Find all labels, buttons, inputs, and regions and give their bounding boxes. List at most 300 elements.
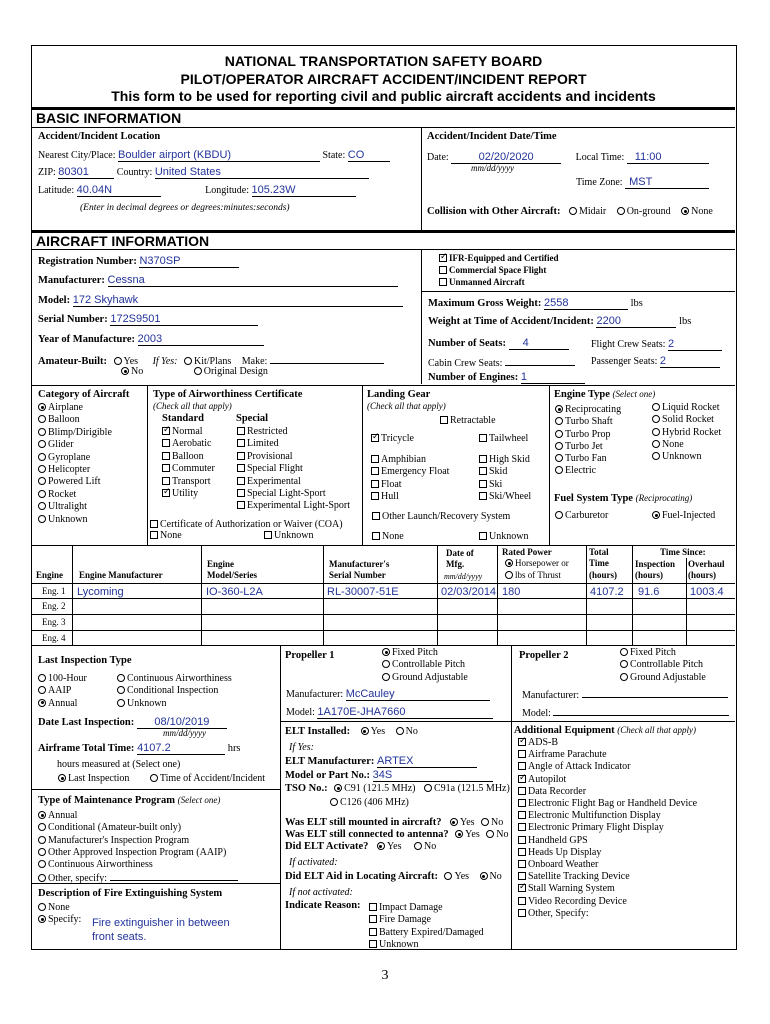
- std-normal-checkbox[interactable]: [162, 427, 170, 435]
- maintenance-annual-radio[interactable]: [38, 811, 46, 819]
- spc-checkbox[interactable]: [237, 427, 245, 435]
- gear-col1: Amphibian Emergency Float Float Hull: [371, 454, 449, 503]
- prop2-radio[interactable]: [620, 660, 628, 668]
- spc-checkbox[interactable]: [237, 452, 245, 460]
- elt-activate-yes-radio[interactable]: [377, 842, 385, 850]
- coa-checkbox[interactable]: [150, 520, 158, 528]
- collision-row: Collision with Other Aircraft: Midair On-ground None: [427, 206, 713, 217]
- maintenance-radio[interactable]: [38, 860, 46, 868]
- last-inspection-radio[interactable]: [58, 774, 66, 782]
- year-field[interactable]: 2003: [138, 333, 264, 346]
- gear-unknown-checkbox[interactable]: [479, 532, 487, 540]
- inspection-date-fmt: mm/dd/yyyy: [163, 728, 206, 738]
- engines-row: Number of Engines: 1: [428, 371, 585, 384]
- eng1-label: Eng. 1: [42, 586, 66, 596]
- reason-checkbox[interactable]: [369, 915, 377, 923]
- location-label: Accident/Incident Location: [38, 131, 161, 142]
- equipment-item: [518, 859, 697, 871]
- equipment-label: Autopilot: [528, 773, 567, 785]
- equipment-checkbox[interactable]: [518, 738, 526, 746]
- date-row: Date: 02/20/2020 Local Time: 11:00: [427, 151, 709, 164]
- elt-mounted-yes-radio[interactable]: [450, 818, 458, 826]
- cabin-crew-row: Cabin Crew Seats:: [428, 355, 575, 370]
- inspection-date-row: Date Last Inspection: 08/10/2019: [38, 716, 227, 729]
- date-field[interactable]: 02/20/2020: [451, 151, 561, 164]
- fire-specify-value-1[interactable]: Fire extinguisher in between: [92, 917, 230, 929]
- other-launch-checkbox[interactable]: [372, 512, 380, 520]
- gear-checkbox[interactable]: [479, 455, 487, 463]
- collision-none-radio[interactable]: [681, 207, 689, 215]
- engine-type-radio[interactable]: [555, 466, 563, 474]
- lat-row: Latitude: 40.04N Longitude: 105.23W: [38, 184, 356, 197]
- prop2-radio[interactable]: [620, 648, 628, 656]
- equipment-label: Other, Specify:: [528, 907, 589, 919]
- equipment-label: Electronic Primary Flight Display: [528, 822, 664, 834]
- equipment-checkbox[interactable]: [518, 823, 526, 831]
- equipment-label: Satellite Tracking Device: [528, 871, 630, 883]
- standard-list: ✓Normal Aerobatic Balloon Commuter Transport ✓Utility: [162, 426, 215, 500]
- carburetor-radio[interactable]: [555, 511, 563, 519]
- eng1-insp[interactable]: 91.6: [638, 586, 660, 598]
- form-title: PILOT/OPERATOR AIRCRAFT ACCIDENT/INCIDENT REPORT: [180, 71, 587, 87]
- category-radio[interactable]: [38, 502, 46, 510]
- fire-none-radio[interactable]: [38, 903, 46, 911]
- th-model-1: Engine Model/Series: [207, 559, 257, 580]
- prop2-heading: Propeller 2: [519, 650, 569, 661]
- prop2-mfr-field[interactable]: [582, 688, 728, 698]
- eng1-mfr[interactable]: Lycoming: [77, 586, 124, 598]
- eng1-total[interactable]: 4107.2: [590, 586, 624, 598]
- equipment-checkbox[interactable]: [518, 750, 526, 758]
- mgw-row: Maximum Gross Weight: 2558 lbs: [428, 297, 643, 309]
- eng1-date[interactable]: 02/03/2014: [441, 586, 497, 598]
- gear-checkbox[interactable]: [371, 467, 379, 475]
- maintenance-list: Annual Conditional (Amateur-built only) Manufacturer's Inspection Program Other Approved Inspection Program (AAIP) Continuous Airworthiness Other, specify:: [38, 810, 238, 886]
- space-row: Commercial Space Flight: [439, 265, 546, 276]
- th-ovh: Overhaul (hours): [688, 559, 725, 580]
- inspection-radio[interactable]: [117, 686, 125, 694]
- original-design-radio[interactable]: [194, 367, 202, 375]
- equipment-item: [518, 871, 697, 883]
- elt-ifyes: If Yes:: [289, 742, 314, 753]
- registration-row: Registration Number: N370SP: [38, 255, 239, 268]
- category-radio[interactable]: [38, 428, 46, 436]
- elt-mounted-row: Was ELT still mounted in aircraft? Yes No: [285, 817, 504, 828]
- inspection-col2: Continuous Airworthiness Conditional Inspection Unknown: [117, 673, 232, 710]
- prop2-mfr-row: Manufacturer:: [522, 688, 728, 702]
- state-field[interactable]: CO: [348, 149, 390, 162]
- category-radio[interactable]: [38, 465, 46, 473]
- maintenance-radio[interactable]: [38, 848, 46, 856]
- elt-activate-row: Did ELT Activate? Yes No: [285, 841, 437, 852]
- elt-connected-no-radio[interactable]: [486, 830, 494, 838]
- th-total: Total Time (hours): [589, 547, 618, 580]
- seats-row: Number of Seats: 4: [428, 337, 569, 350]
- equipment-checkbox[interactable]: [518, 860, 526, 868]
- category-radio[interactable]: [38, 453, 46, 461]
- elt-reason-label: Indicate Reason:: [285, 900, 361, 911]
- inspection-radio[interactable]: [38, 686, 46, 694]
- equipment-item: [518, 847, 697, 859]
- equipment-label: Video Recording Device: [528, 895, 627, 907]
- gear-checkbox[interactable]: [479, 467, 487, 475]
- equipment-checkbox[interactable]: [518, 811, 526, 819]
- th-engine: Engine: [36, 570, 64, 580]
- th-hp-row: Horsepower or: [505, 558, 569, 569]
- spc-checkbox[interactable]: [237, 501, 245, 509]
- engine-type-radio[interactable]: [652, 415, 660, 423]
- elt-reasons: Impact Damage Fire Damage Battery Expired/Damaged Unknown: [369, 902, 484, 951]
- inspection-annual-radio[interactable]: [38, 699, 46, 707]
- spc-checkbox[interactable]: [237, 489, 245, 497]
- equipment-item: [518, 883, 697, 895]
- elt-activate-no-radio[interactable]: [414, 842, 422, 850]
- longitude-field[interactable]: 105.23W: [252, 184, 356, 197]
- elt-model-field[interactable]: 34S: [373, 769, 493, 782]
- elt-connected-row: Was ELT still connected to antenna? Yes No: [285, 829, 509, 840]
- city-field[interactable]: Boulder airport (KBDU): [118, 149, 320, 162]
- category-radio[interactable]: [38, 415, 46, 423]
- fuel-injected-radio[interactable]: [652, 511, 660, 519]
- elt-aid-row: Did ELT Aid in Locating Aircraft: Yes No: [285, 871, 502, 882]
- fire-specify-value-2[interactable]: front seats.: [92, 931, 147, 943]
- weight-row: Weight at Time of Accident/Incident: 2200 lbs: [428, 315, 692, 327]
- elt-model-row: Model or Part No.: 34S: [285, 769, 493, 782]
- prop1-model-row: Model: 1A170E-JHA7660: [286, 706, 493, 719]
- equipment-checkbox[interactable]: [518, 787, 526, 795]
- elt-installed-no-radio[interactable]: [396, 727, 404, 735]
- mgw-field[interactable]: 2558: [544, 297, 628, 310]
- reason-checkbox[interactable]: [369, 928, 377, 936]
- engine-type-radio[interactable]: [555, 405, 563, 413]
- aircraft-info-heading: AIRCRAFT INFORMATION: [36, 233, 210, 249]
- std-checkbox[interactable]: [162, 439, 170, 447]
- equipment-checkbox[interactable]: [518, 775, 526, 783]
- elt-aid-no-radio[interactable]: [480, 872, 488, 880]
- spc-checkbox[interactable]: [237, 477, 245, 485]
- eng2-label: Eng. 2: [42, 601, 66, 611]
- engine-type-radio[interactable]: [652, 440, 660, 448]
- measured-opts: Last Inspection Time of Accident/Incident: [58, 773, 265, 785]
- tso-c126-row: C126 (406 MHz): [330, 797, 409, 809]
- coord-note: (Enter in decimal degrees or degrees:minutes:seconds): [80, 203, 290, 213]
- equipment-label: Data Recorder: [528, 785, 587, 797]
- tso-row: TSO No.: C91 (121.5 MHz) C91a (121.5 MHz): [285, 783, 510, 794]
- equipment-item: [518, 798, 697, 810]
- engine-type-col2: Liquid Rocket Solid Rocket Hybrid Rocket None Unknown: [652, 402, 721, 463]
- category-radio[interactable]: [38, 477, 46, 485]
- gear-checkbox[interactable]: [371, 480, 379, 488]
- eng1-model[interactable]: IO-360-L2A: [206, 586, 263, 598]
- coa-none-row: None: [150, 530, 182, 542]
- manufacturer-field[interactable]: Cessna: [108, 274, 398, 287]
- cabin-crew-field[interactable]: [505, 355, 575, 366]
- equipment-checkbox[interactable]: [518, 762, 526, 770]
- engine-type-radio[interactable]: [652, 428, 660, 436]
- fuel-injected-row: Fuel-Injected: [652, 510, 715, 522]
- equipment-item: [518, 786, 697, 798]
- latitude-field[interactable]: 40.04N: [77, 184, 161, 197]
- engines-field[interactable]: 1: [521, 371, 585, 384]
- collision-midair-radio[interactable]: [569, 207, 577, 215]
- engine-type-radio[interactable]: [555, 454, 563, 462]
- gear-unknown-row: Unknown: [479, 531, 528, 543]
- equipment-item: [518, 908, 697, 920]
- datetime-label: Accident/Incident Date/Time: [427, 131, 557, 142]
- inspection-date-field[interactable]: 08/10/2019: [137, 716, 227, 729]
- prop2-opts: Fixed Pitch Controllable Pitch Ground Adjustable: [620, 647, 706, 684]
- landing-gear-heading: Landing Gear: [367, 389, 431, 400]
- equipment-checkbox[interactable]: [518, 909, 526, 917]
- elt-ifact: If activated:: [289, 857, 338, 868]
- equipment-checkbox[interactable]: [518, 897, 526, 905]
- equipment-item: [518, 822, 697, 834]
- commercial-space-checkbox[interactable]: [439, 266, 447, 274]
- other-launch-row: Other Launch/Recovery System: [372, 511, 510, 523]
- maintenance-other-field[interactable]: [110, 871, 238, 881]
- equipment-checkbox[interactable]: [518, 884, 526, 892]
- equipment-checkbox[interactable]: [518, 872, 526, 880]
- engine-type-col1: Reciprocating Turbo Shaft Turbo Prop Turbo Jet Turbo Fan Electric: [555, 404, 621, 478]
- special-heading: Special: [236, 413, 269, 424]
- prop1-fixed-radio[interactable]: [382, 648, 390, 656]
- maintenance-heading: Type of Maintenance Program (Select one): [38, 795, 221, 806]
- tricycle-checkbox[interactable]: [371, 434, 379, 442]
- category-radio[interactable]: [38, 490, 46, 498]
- year-row: Year of Manufacture: 2003: [38, 333, 264, 346]
- model-row: Model: 172 Skyhawk: [38, 294, 403, 307]
- weight-field[interactable]: 2200: [596, 315, 676, 328]
- airworthiness-heading: Type of Airworthiness Certificate: [153, 389, 303, 400]
- coa-unknown-row: Unknown: [264, 530, 313, 542]
- equipment-item: [518, 737, 697, 749]
- spc-checkbox[interactable]: [237, 439, 245, 447]
- th-since: Time Since:: [660, 547, 706, 557]
- special-list: Restricted Limited Provisional Special Flight Experimental Special Light-Sport Experimental Light-Sport: [237, 426, 350, 513]
- equipment-item: [518, 896, 697, 908]
- gear-checkbox[interactable]: [371, 455, 379, 463]
- elt-installed-row: ELT Installed: Yes No: [285, 726, 418, 737]
- inspection-radio[interactable]: [117, 699, 125, 707]
- engine-type-radio[interactable]: [652, 403, 660, 411]
- equipment-checkbox[interactable]: [518, 836, 526, 844]
- serial-field[interactable]: 172S9501: [110, 313, 258, 326]
- inspection-col1: 100-Hour AAIP Annual: [38, 673, 87, 710]
- prop2-radio[interactable]: [620, 673, 628, 681]
- unmanned-checkbox[interactable]: [439, 278, 447, 286]
- retractable-checkbox[interactable]: [440, 416, 448, 424]
- th-power: Rated Power: [502, 547, 552, 557]
- time-of-accident-radio[interactable]: [150, 774, 158, 782]
- gear-col2: High Skid Skid Ski Ski/Wheel: [479, 454, 531, 503]
- landing-gear-note: (Check all that apply): [367, 401, 446, 411]
- std-checkbox[interactable]: [162, 477, 170, 485]
- make-field[interactable]: [270, 353, 384, 364]
- airframe-total-field[interactable]: 4107.2: [137, 742, 225, 755]
- measured-note: hours measured at (Select one): [57, 759, 181, 770]
- maintenance-radio[interactable]: [38, 823, 46, 831]
- std-checkbox[interactable]: [162, 452, 170, 460]
- passenger-row: Passenger Seats: 2: [591, 355, 720, 368]
- flight-crew-row: Flight Crew Seats: 2: [591, 338, 722, 351]
- elt-mounted-no-radio[interactable]: [481, 818, 489, 826]
- retractable-row: Retractable: [440, 415, 496, 427]
- inspection-radio[interactable]: [117, 674, 125, 682]
- gear-none-row: None: [372, 531, 404, 543]
- spc-checkbox[interactable]: [237, 464, 245, 472]
- fire-none-row: None: [38, 902, 70, 914]
- equipment-list: [518, 737, 697, 920]
- coa-row: Certificate of Authorization or Waiver (COA): [150, 519, 343, 531]
- tso-c91-radio[interactable]: [334, 784, 342, 792]
- equipment-label: Handheld GPS: [528, 834, 588, 846]
- form-subtitle: This form to be used for reporting civil and public aircraft accidents and incidents: [111, 88, 656, 104]
- eng1-ovh[interactable]: 1003.4: [690, 586, 724, 598]
- equipment-label: Electronic Multifunction Display: [528, 810, 661, 822]
- gear-checkbox[interactable]: [479, 492, 487, 500]
- prop2-model-field[interactable]: [553, 706, 729, 716]
- equipment-label: Onboard Weather: [528, 859, 599, 871]
- inspection-radio[interactable]: [38, 674, 46, 682]
- passenger-field[interactable]: 2: [660, 355, 720, 368]
- std-checkbox[interactable]: [162, 464, 170, 472]
- equipment-item: [518, 749, 697, 761]
- gear-none-checkbox[interactable]: [372, 532, 380, 540]
- equipment-checkbox[interactable]: [518, 848, 526, 856]
- equipment-item: [518, 761, 697, 773]
- gear-checkbox[interactable]: [371, 492, 379, 500]
- flight-crew-field[interactable]: 2: [668, 338, 722, 351]
- engine-type-radio[interactable]: [555, 430, 563, 438]
- reason-checkbox[interactable]: [369, 903, 377, 911]
- eng4-label: Eng. 4: [42, 633, 66, 643]
- th-manufacturer: Engine Manufacturer: [79, 570, 163, 580]
- std-utility-checkbox[interactable]: [162, 489, 170, 497]
- eng1-power[interactable]: 180: [502, 586, 521, 598]
- elt-mfr-field[interactable]: ARTEX: [377, 755, 477, 768]
- th-date-fmt: mm/dd/yyyy: [444, 572, 483, 581]
- ifr-row: ✓IFR-Equipped and Certified: [439, 253, 559, 264]
- prop2-model-row: Model:: [522, 706, 729, 720]
- engine-type-radio[interactable]: [652, 452, 660, 460]
- maintenance-radio[interactable]: [38, 874, 46, 882]
- amateur-row2: No Original Design: [121, 366, 268, 378]
- equipment-heading: Additional Equipment (Check all that apply): [514, 725, 697, 736]
- amateur-no-radio[interactable]: [121, 367, 129, 375]
- elt-connected-yes-radio[interactable]: [455, 830, 463, 838]
- horsepower-radio[interactable]: [505, 559, 513, 567]
- time-field[interactable]: 11:00: [627, 151, 709, 164]
- amateur-yes-radio[interactable]: [114, 357, 122, 365]
- ifr-checkbox[interactable]: [439, 254, 447, 262]
- serial-row: Serial Number: 172S9501: [38, 313, 258, 326]
- engine-type-radio[interactable]: [555, 442, 563, 450]
- inspection-heading: Last Inspection Type: [38, 655, 132, 666]
- collision-ground-radio[interactable]: [617, 207, 625, 215]
- equipment-checkbox[interactable]: [518, 799, 526, 807]
- unmanned-row: Unmanned Aircraft: [439, 277, 525, 288]
- amateur-row: Amateur-Built: Yes If Yes: Kit/Plans Make:: [38, 353, 384, 368]
- th-lbs-row: lbs of Thrust: [505, 570, 561, 581]
- standard-heading: Standard: [162, 413, 205, 424]
- timezone-field[interactable]: MST: [625, 176, 709, 189]
- airframe-total-row: Airframe Total Time: 4107.2 hrs: [38, 742, 241, 754]
- tricycle-row: ✓Tricycle: [371, 433, 414, 445]
- kit-plans-radio[interactable]: [184, 357, 192, 365]
- tailwheel-row: Tailwheel: [479, 433, 528, 445]
- fuel-system-heading: Fuel System Type (Reciprocating): [554, 493, 693, 504]
- equipment-item: [518, 774, 697, 786]
- prop1-opts: Fixed Pitch Controllable Pitch Ground Adjustable: [382, 647, 468, 684]
- tso-c126-radio[interactable]: [330, 798, 338, 806]
- tz-row: Time Zone: MST: [576, 176, 709, 189]
- fire-specify-radio[interactable]: [38, 915, 46, 923]
- page-number: 3: [381, 968, 389, 983]
- city-row: Nearest City/Place: Boulder airport (KBDU) State: CO: [38, 149, 390, 162]
- registration-field[interactable]: N370SP: [139, 255, 239, 268]
- model-field[interactable]: 172 Skyhawk: [73, 294, 403, 307]
- equipment-label: ADS-B: [528, 737, 559, 748]
- gear-checkbox[interactable]: [479, 480, 487, 488]
- equipment-label: Electronic Flight Bag or Handheld Device: [528, 798, 698, 810]
- carburetor-row: Carburetor: [555, 510, 608, 522]
- prop1-mfr-field[interactable]: McCauley: [346, 688, 490, 701]
- equipment-label: Angle of Attack Indicator: [528, 761, 631, 773]
- equipment-label: Heads Up Display: [528, 846, 602, 858]
- country-field[interactable]: United States: [155, 166, 369, 179]
- category-list: Airplane Balloon Blimp/Dirigible Glider Gyroplane Helicopter Powered Lift Rocket Ultralight Unknown: [38, 402, 112, 526]
- prop1-radio[interactable]: [382, 660, 390, 668]
- elt-aid-yes-radio[interactable]: [444, 872, 452, 880]
- coa-unknown-checkbox[interactable]: [264, 531, 272, 539]
- fire-heading: Description of Fire Extinguishing System: [38, 888, 223, 899]
- th-insp: Inspection (hours): [635, 559, 676, 580]
- elt-installed-yes-radio[interactable]: [361, 727, 369, 735]
- maintenance-radio[interactable]: [38, 836, 46, 844]
- date-format: mm/dd/yyyy: [471, 163, 514, 173]
- seats-field[interactable]: 4: [509, 337, 569, 350]
- thrust-radio[interactable]: [505, 571, 513, 579]
- prop1-radio[interactable]: [382, 673, 390, 681]
- category-heading: Category of Aircraft: [38, 389, 130, 400]
- engine-type-heading: Engine Type (Select one): [554, 389, 656, 400]
- reason-checkbox[interactable]: [369, 940, 377, 948]
- zip-row: ZIP: 80301 Country: United States: [38, 166, 369, 179]
- prop1-mfr-row: Manufacturer: McCauley: [286, 688, 490, 701]
- agency-title: NATIONAL TRANSPORTATION SAFETY BOARD: [224, 53, 543, 69]
- elt-ifnot: If not activated:: [289, 887, 353, 898]
- engine-type-radio[interactable]: [555, 417, 563, 425]
- manufacturer-row: Manufacturer: Cessna: [38, 274, 398, 287]
- eng1-serial[interactable]: RL-30007-51E: [327, 586, 399, 598]
- coa-none-checkbox[interactable]: [150, 531, 158, 539]
- tso-c91a-radio[interactable]: [424, 784, 432, 792]
- equipment-item: [518, 810, 697, 822]
- airworthiness-note: (Check all that apply): [153, 401, 232, 411]
- th-serial: Manufacturer's Serial Number: [329, 559, 390, 580]
- tailwheel-checkbox[interactable]: [479, 434, 487, 442]
- category-radio[interactable]: [38, 403, 46, 411]
- prop1-model-field[interactable]: 1A170E-JHA7660: [317, 706, 493, 719]
- zip-field[interactable]: 80301: [58, 166, 114, 179]
- equipment-label: Stall Warning System: [528, 883, 615, 895]
- fire-specify-row: Specify:: [38, 914, 81, 926]
- elt-mfr-row: ELT Manufacturer: ARTEX: [285, 755, 477, 768]
- equipment-item: [518, 835, 697, 847]
- category-radio[interactable]: [38, 440, 46, 448]
- category-radio[interactable]: [38, 515, 46, 523]
- th-date: Date of Mfg.: [446, 548, 474, 569]
